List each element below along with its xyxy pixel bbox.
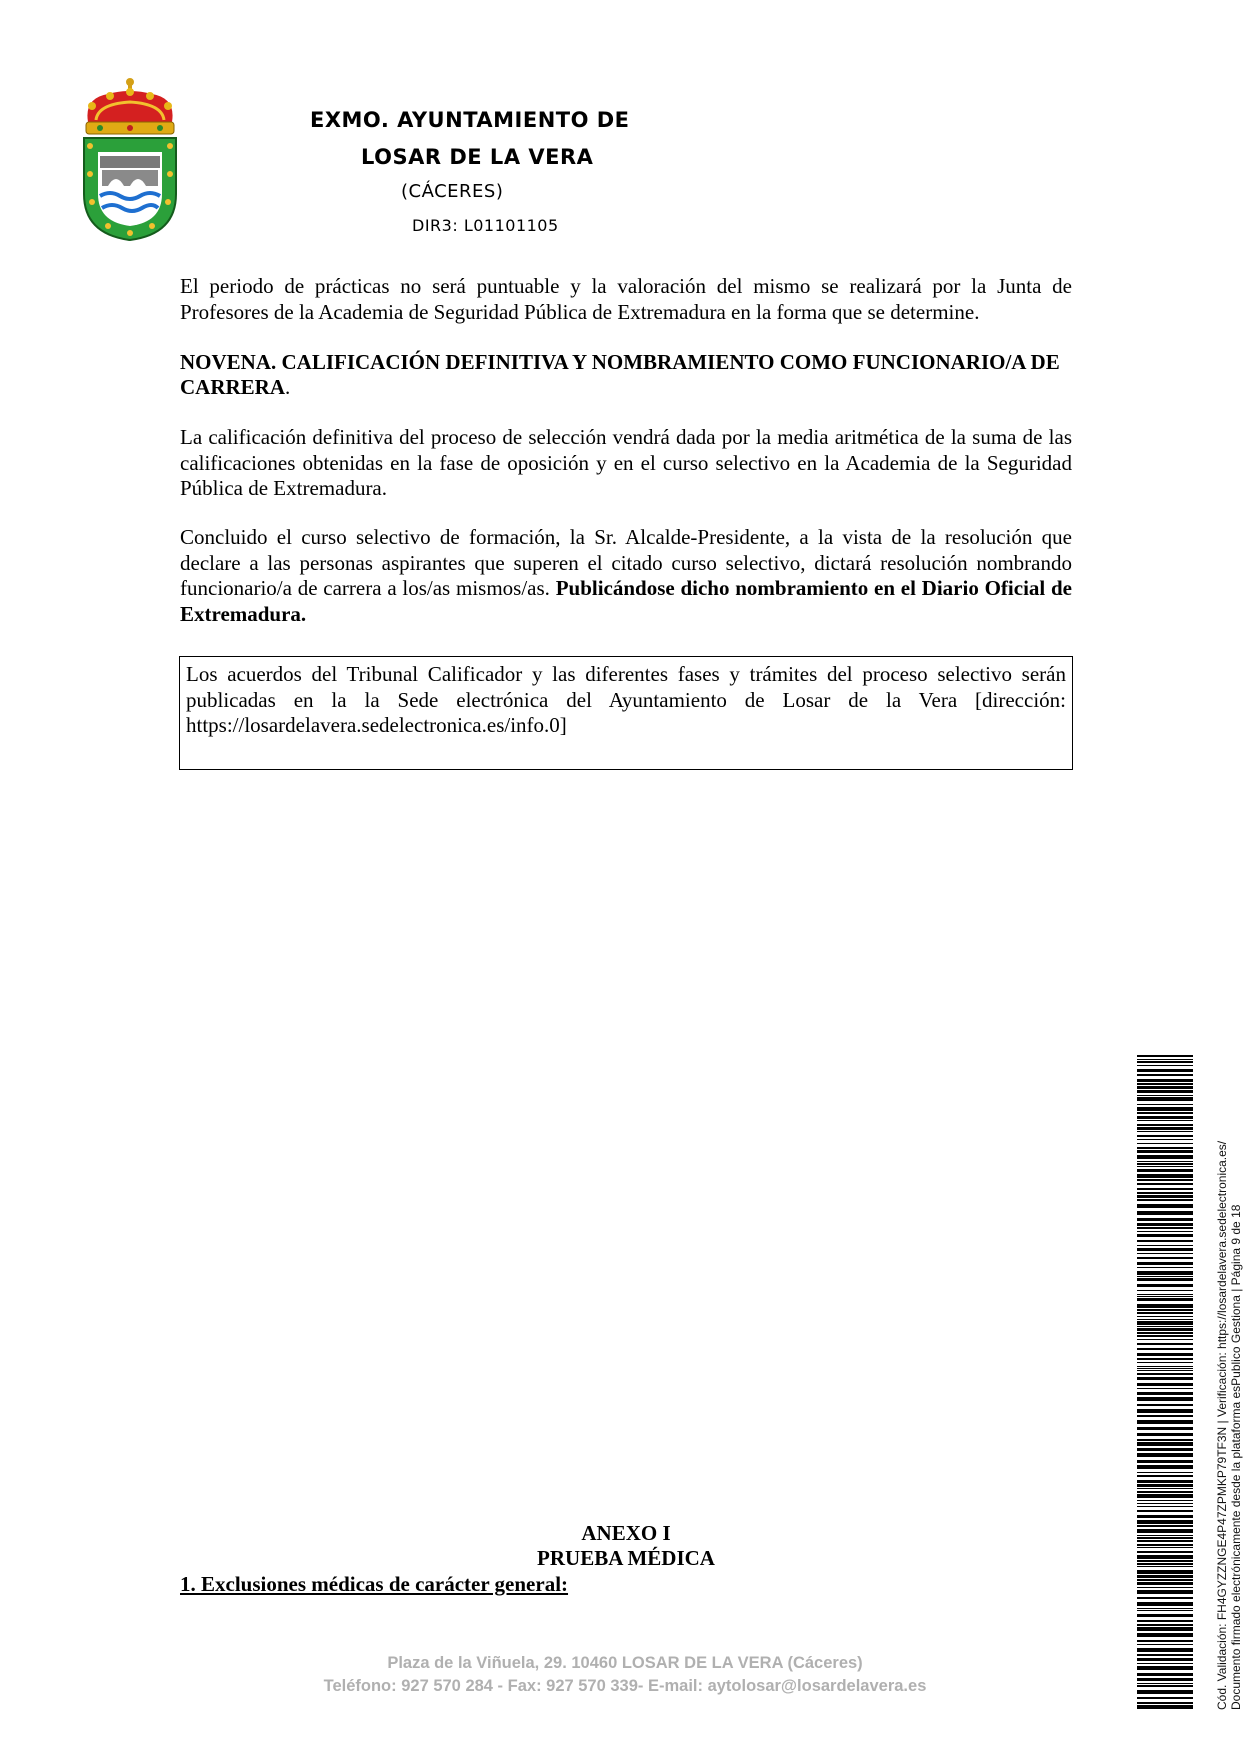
concluido-paragraph	[180, 525, 1072, 627]
footer-contact: Teléfono: 927 570 284 - Fax: 927 570 339- E-mail: aytolosar@losardelavera.es	[323, 1677, 927, 1695]
sede-electronica-notice-box	[179, 656, 1073, 770]
notice-text: Los acuerdos del Tribunal Calificador y las diferentes fases y trámites del proceso selectivo serán publicadas en la la Sede electrónica del Ayuntamiento de Losar de la Vera [dirección: https://losardelavera.sedelectronica.es/info.0]	[186, 662, 1066, 737]
validation-line1: Cód. Validación: FH4GYZZNGE4P47ZPMKP79TF3N | Verificación: https://losardelavera.sedelectronica.es/	[1215, 1140, 1229, 1710]
header-dir3-code: DIR3: L01101105	[412, 216, 559, 235]
novena-title-text: NOVENA. CALIFICACIÓN DEFINITIVA Y NOMBRAMIENTO COMO FUNCIONARIO/A DE CARRERA	[180, 350, 1060, 399]
header-title-line2: LOSAR DE LA VERA	[361, 145, 594, 169]
page-footer	[230, 1652, 1020, 1698]
annex-title: ANEXO I	[581, 1521, 671, 1545]
calificacion-paragraph: La calificación definitiva del proceso de selección vendrá dada por la media aritmética de la suma de las calificaciones obtenidas en la fase de oposición y en el curso selectivo en la Academia de la Seguridad Pública de Extremadura.	[180, 425, 1072, 500]
validation-line2: Documento firmado electrónicamente desde la plataforma esPublico Gestiona | Página 9 de 18	[1229, 1204, 1243, 1710]
header-province: (CÁCERES)	[401, 181, 504, 202]
practicas-paragraph: El periodo de prácticas no será puntuable y la valoración del mismo se realizará por la Junta de Profesores de la Academia de Seguridad Pública de Extremadura en la forma que se determine.	[180, 274, 1072, 324]
footer-address: Plaza de la Viñuela, 29. 10460 LOSAR DE LA VERA (Cáceres)	[387, 1654, 863, 1672]
coat-of-arms-logo	[78, 74, 182, 242]
barcode-icon	[1137, 1055, 1193, 1710]
annex-heading: 1. Exclusiones médicas de carácter general:	[180, 1572, 569, 1596]
concluido-bold-text: Publicándose dicho nombramiento en el Diario Oficial de Extremadura.	[180, 576, 1073, 626]
header-title-line1: EXMO. AYUNTAMIENTO DE	[310, 108, 630, 132]
concluido-text: Concluido el curso selectivo de formación, la Sr. Alcalde-Presidente, a la vista de la resolución que declare a las personas aspirantes que superen el citado curso selectivo, dictará resolución nombrando funcionario/a de carrera a los/as mismos/as.	[180, 525, 1072, 600]
novena-section-title	[180, 350, 1072, 400]
validation-side-text	[1215, 1141, 1243, 1710]
annex-subtitle: PRUEBA MÉDICA	[537, 1546, 715, 1570]
novena-title-period: .	[285, 375, 291, 399]
